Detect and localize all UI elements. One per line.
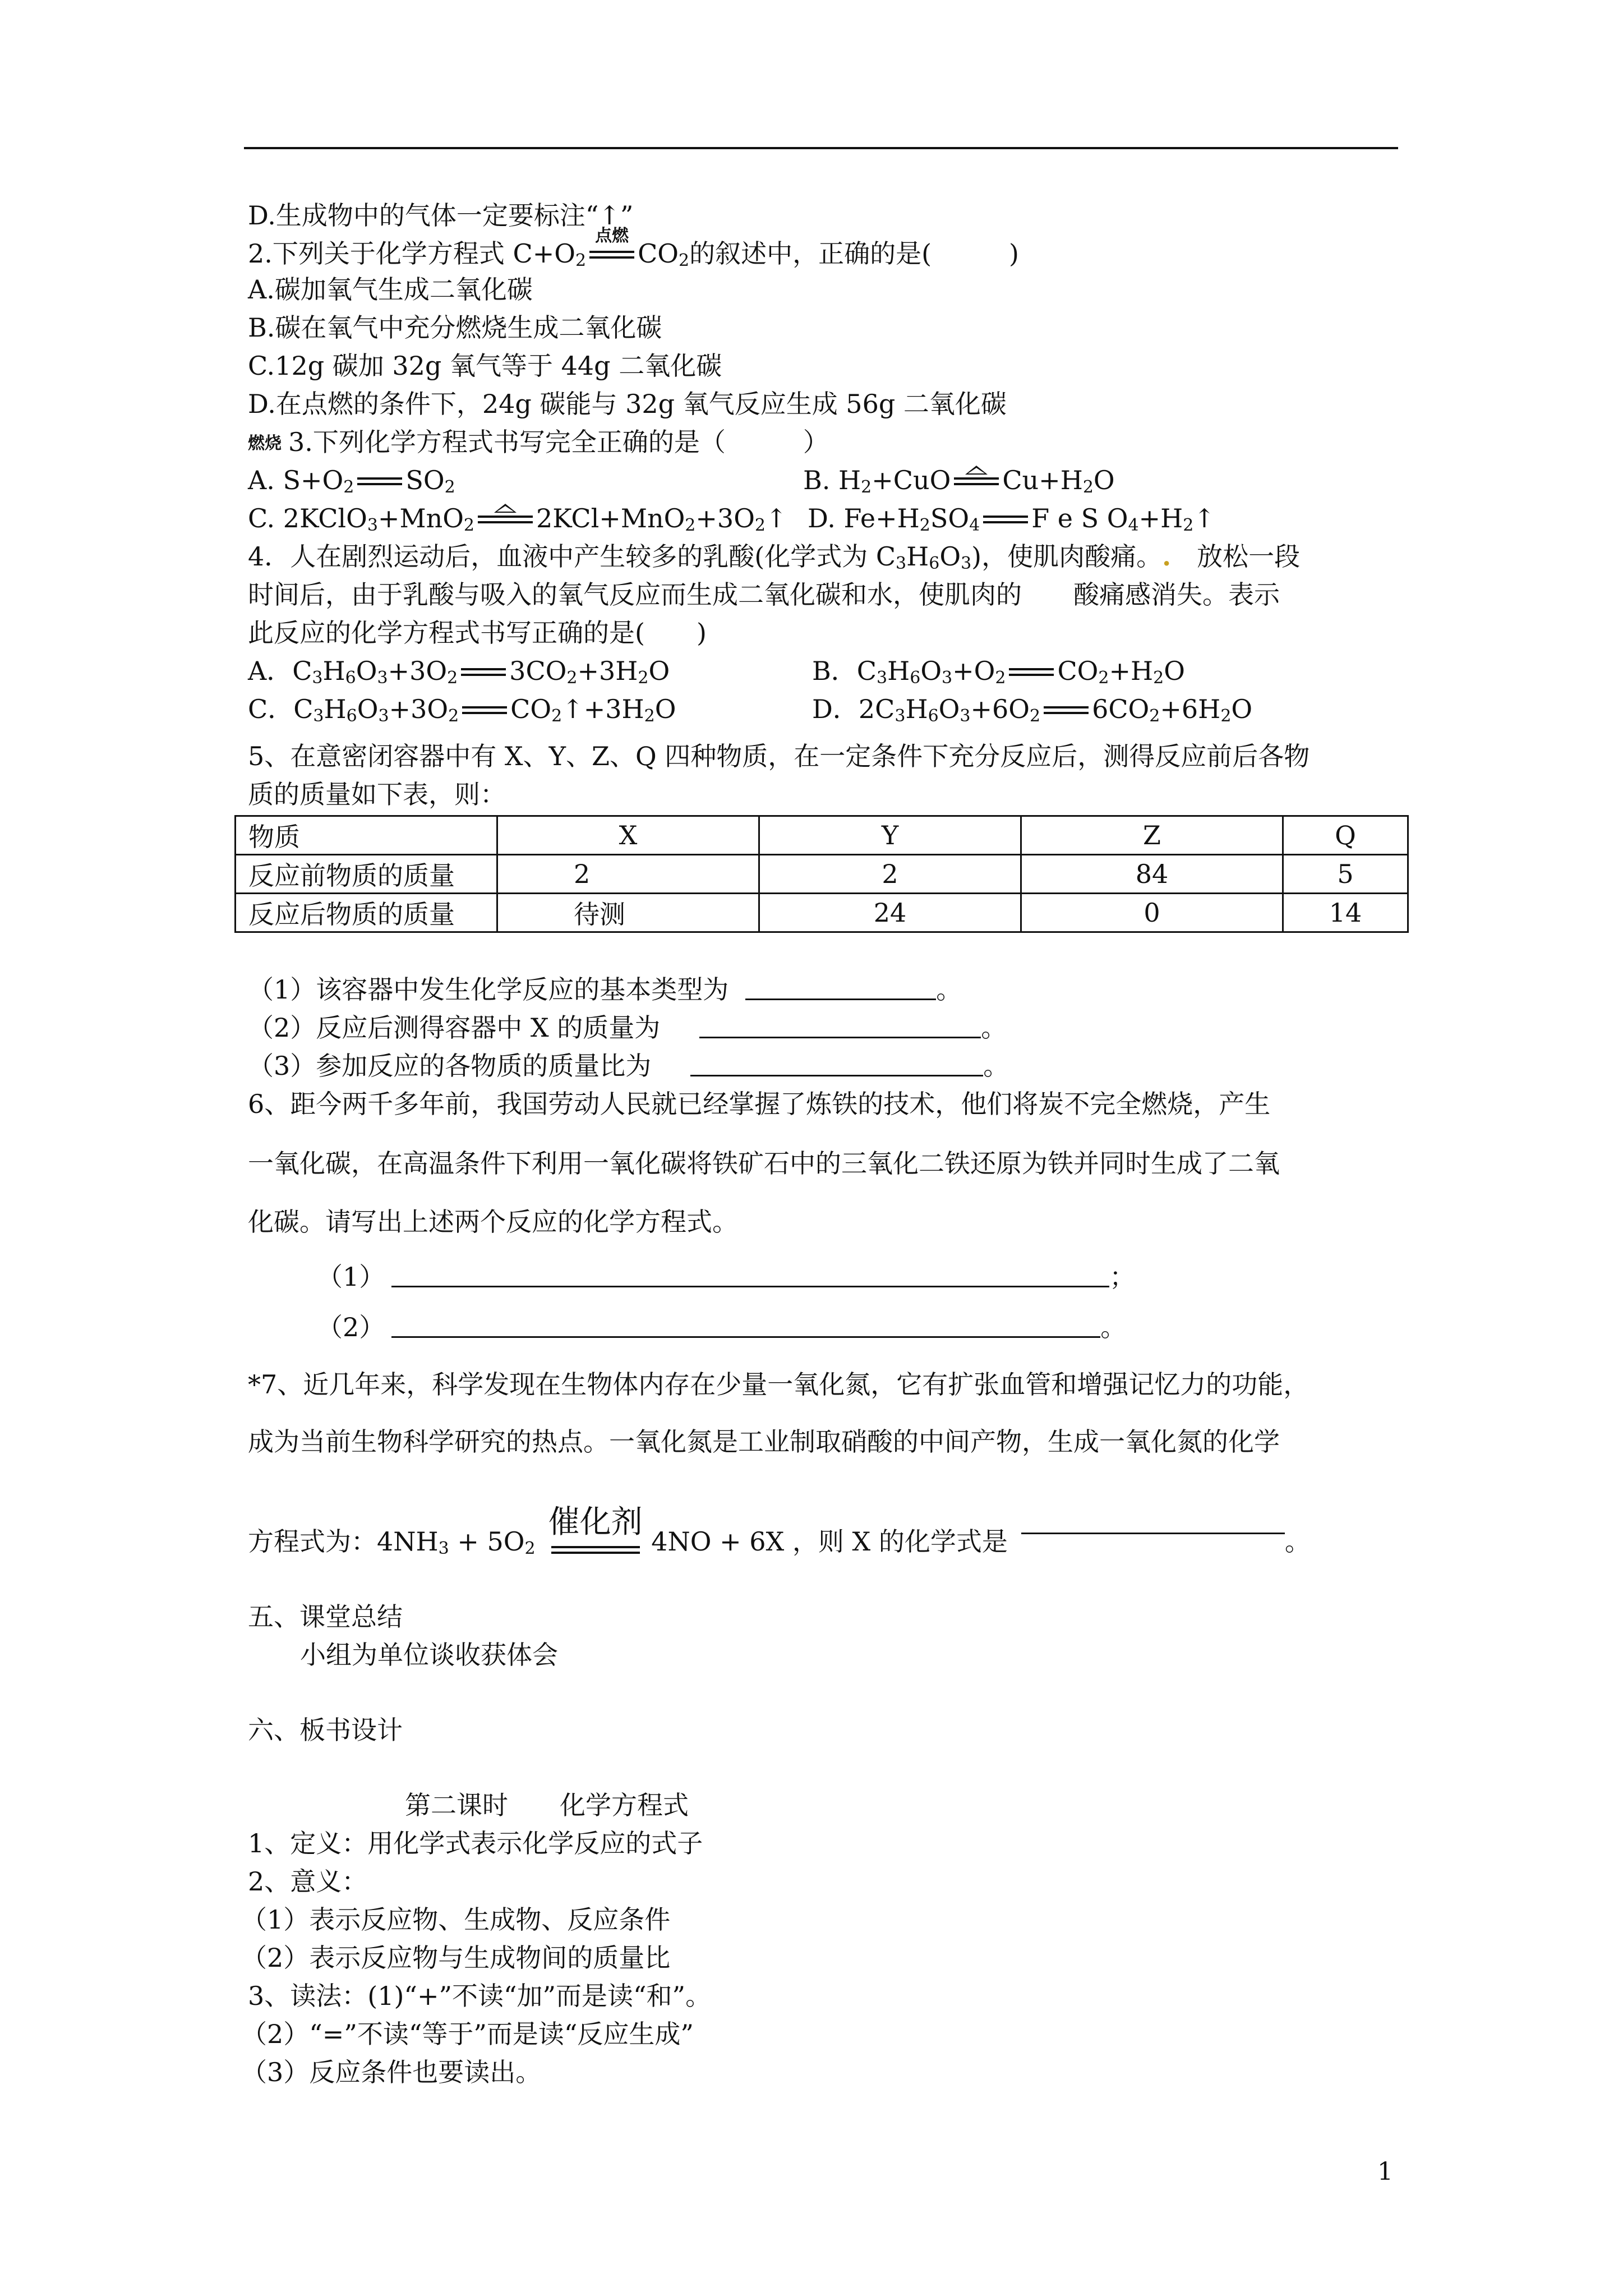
mass-table <box>234 815 1409 933</box>
section5-body: 小组为单位谈收获体会 <box>300 1640 558 1670</box>
table-cell: 0 <box>1021 894 1283 932</box>
q5-stem-line2: 质的质量如下表，则： <box>248 779 506 809</box>
page-number: 1 <box>1377 2157 1393 2186</box>
answer-blank[interactable] <box>690 1048 983 1076</box>
q3-stem: 燃烧 3.下列化学方程式书写完全正确的是（ ） <box>248 427 829 457</box>
board-item-reading-2: （2）“=”不读“等于”而是读“反应生成” <box>241 2019 694 2049</box>
table-cell: 反应前物质的质量 <box>236 855 497 894</box>
q4-option-d: D．$2C_3H_6O_3+6O_2$ $6CO_2+6H_2O$ <box>812 691 1252 727</box>
table-header-cell: X <box>497 816 759 855</box>
table-header-cell: Q <box>1283 816 1408 855</box>
combustion-label: 燃烧 <box>248 434 282 453</box>
q4-stem-line3: 此反应的化学方程式书写正确的是( ) <box>248 618 707 648</box>
q5-sub2: （2）反应后测得容器中 X 的质量为 。 <box>248 1010 1007 1046</box>
table-cell: 2 <box>759 855 1021 894</box>
q2-option-b: B.碳在氧气中充分燃烧生成二氧化碳 <box>248 312 662 343</box>
q3-option-c: C. 2KClO$_3$+MnO$_2$ $2KCl+MnO_2+3O_2↑$ <box>248 500 787 536</box>
q4-option-c: C．$C_3H_6O_3+3O_2$ $CO_2↑+3H_2O$ <box>248 691 676 727</box>
table-cell: 待测 <box>497 894 759 932</box>
q4-option-b: B．$C_3H_6O_3+O_2$ $CO_2+H_2O$ <box>812 653 1185 689</box>
table-cell: 84 <box>1021 855 1283 894</box>
answer-blank[interactable] <box>745 972 936 1000</box>
q5-sub1: （1）该容器中发生化学反应的基本类型为 。 <box>248 972 962 1007</box>
q3-option-a: A. $S+O_2$ $SO_2$ <box>248 462 455 498</box>
table-cell: 24 <box>759 894 1021 932</box>
reaction-arrow <box>1006 653 1057 689</box>
q4-stem-line2: 时间后，由于乳酸与吸入的氧气反应而生成二氧化碳和水，使肌肉的 酸痛感消失。表示 <box>248 579 1280 610</box>
section5-title: 五、课堂总结 <box>248 1602 403 1632</box>
q6-sub1: （1） ； <box>317 1259 1135 1295</box>
board-title: 第二课时 化学方程式 <box>405 1790 689 1820</box>
reaction-arrow <box>458 653 509 689</box>
q4-option-a: A．$C_3H_6O_3+3O_2$ $3CO_2+3H_2O$ <box>248 653 670 689</box>
reaction-arrow <box>980 500 1031 536</box>
board-item-definition: 1、定义：用化学式表示化学反应的式子 <box>248 1828 703 1858</box>
table-cell: 5 <box>1283 855 1408 894</box>
q3-option-d: D. $Fe+H_2SO_4$ F e S $O_4+H_2↑$ <box>808 500 1215 536</box>
header-rule <box>244 147 1398 149</box>
table-header-cell: Z <box>1021 816 1283 855</box>
table-header-cell: Y <box>759 816 1021 855</box>
answer-blank[interactable] <box>391 1259 1109 1287</box>
table-header-cell: 物质 <box>236 816 497 855</box>
stray-dot: . <box>1162 541 1172 572</box>
catalyst-arrow: 催化剂 <box>548 1506 643 1573</box>
heat-arrow <box>951 462 1002 498</box>
board-item-reading-3: （3）反应条件也要读出。 <box>241 2057 542 2087</box>
q2-option-a: A.碳加氧气生成二氧化碳 <box>248 274 533 305</box>
q7-stem-line1: *7、近几年来，科学发现在生物体内存在少量一氧化氮，它有扩张血管和增强记忆力的功能， <box>248 1369 1310 1400</box>
q6-stem-line2: 一氧化碳，在高温条件下利用一氧化碳将铁矿石中的三氧化二铁还原为铁并同时生成了二氧 <box>248 1148 1280 1179</box>
reaction-arrow <box>1040 691 1092 727</box>
q5-stem-line1: 5、在意密闭容器中有 X、Y、Z、Q 四种物质，在一定条件下充分反应后，测得反应前后各物 <box>248 741 1310 771</box>
table-row <box>236 816 1408 855</box>
q5-sub3: （3）参加反应的各物质的质量比为 。 <box>248 1048 1009 1084</box>
q6-stem-line1: 6、距今两千多年前，我国劳动人民就已经掌握了炼铁的技术，他们将炭不完全燃烧，产生 <box>248 1089 1271 1119</box>
q3-option-b: B. $H_2+CuO$ $Cu+H_2O$ <box>803 462 1115 498</box>
reaction-arrow: 点燃 <box>586 236 638 272</box>
table-cell: 反应后物质的质量 <box>236 894 497 932</box>
q4-stem-line1: 4．人在剧烈运动后，血液中产生较多的乳酸(化学式为 $C_3H_6O_3$)，使肌肉酸痛。. 放松一段 <box>248 541 1301 573</box>
board-item-reading: 3、读法：(1)“+”不读“加”而是读“和”。 <box>248 1981 712 2011</box>
reaction-arrow <box>459 691 510 727</box>
section6-title: 六、板书设计 <box>248 1715 403 1745</box>
answer-blank[interactable] <box>1021 1506 1285 1534</box>
q6-stem-line3: 化碳。请写出上述两个反应的化学方程式。 <box>248 1207 738 1237</box>
q2-stem: 2.下列关于化学方程式 $C+O_2$ 点燃 $CO_2$的叙述中，正确的是( ) <box>248 226 1019 270</box>
q2-option-c: C.12g 碳加 32g 氧气等于 44g 二氧化碳 <box>248 351 722 381</box>
table-cell: 14 <box>1283 894 1408 932</box>
board-item-meaning-1: （1）表示反应物、生成物、反应条件 <box>241 1904 671 1935</box>
reaction-arrow <box>354 462 405 498</box>
board-item-meaning-2: （2）表示反应物与生成物间的质量比 <box>241 1943 671 1973</box>
q7-stem-line3: 方程式为：$4NH_3 + 5O_2$ 催化剂 4NO + 6X ，则 X 的化学式是 。 <box>248 1506 1311 1573</box>
q6-sub2: （2） 。 <box>317 1309 1126 1345</box>
table-row <box>236 855 1408 894</box>
answer-blank[interactable] <box>391 1309 1100 1338</box>
table-cell: 2 <box>497 855 759 894</box>
heat-arrow <box>474 500 536 536</box>
table-row <box>236 894 1408 932</box>
q1-option-d: D.生成物中的气体一定要标注“↑” <box>248 200 634 231</box>
answer-blank[interactable] <box>699 1010 981 1038</box>
board-item-meaning: 2、意义： <box>248 1866 368 1897</box>
q2-option-d: D.在点燃的条件下，24g 碳能与 32g 氧气反应生成 56g 二氧化碳 <box>248 389 1007 419</box>
q7-stem-line2: 成为当前生物科学研究的热点。一氧化氮是工业制取硝酸的中间产物，生成一氧化氮的化学 <box>248 1427 1280 1457</box>
